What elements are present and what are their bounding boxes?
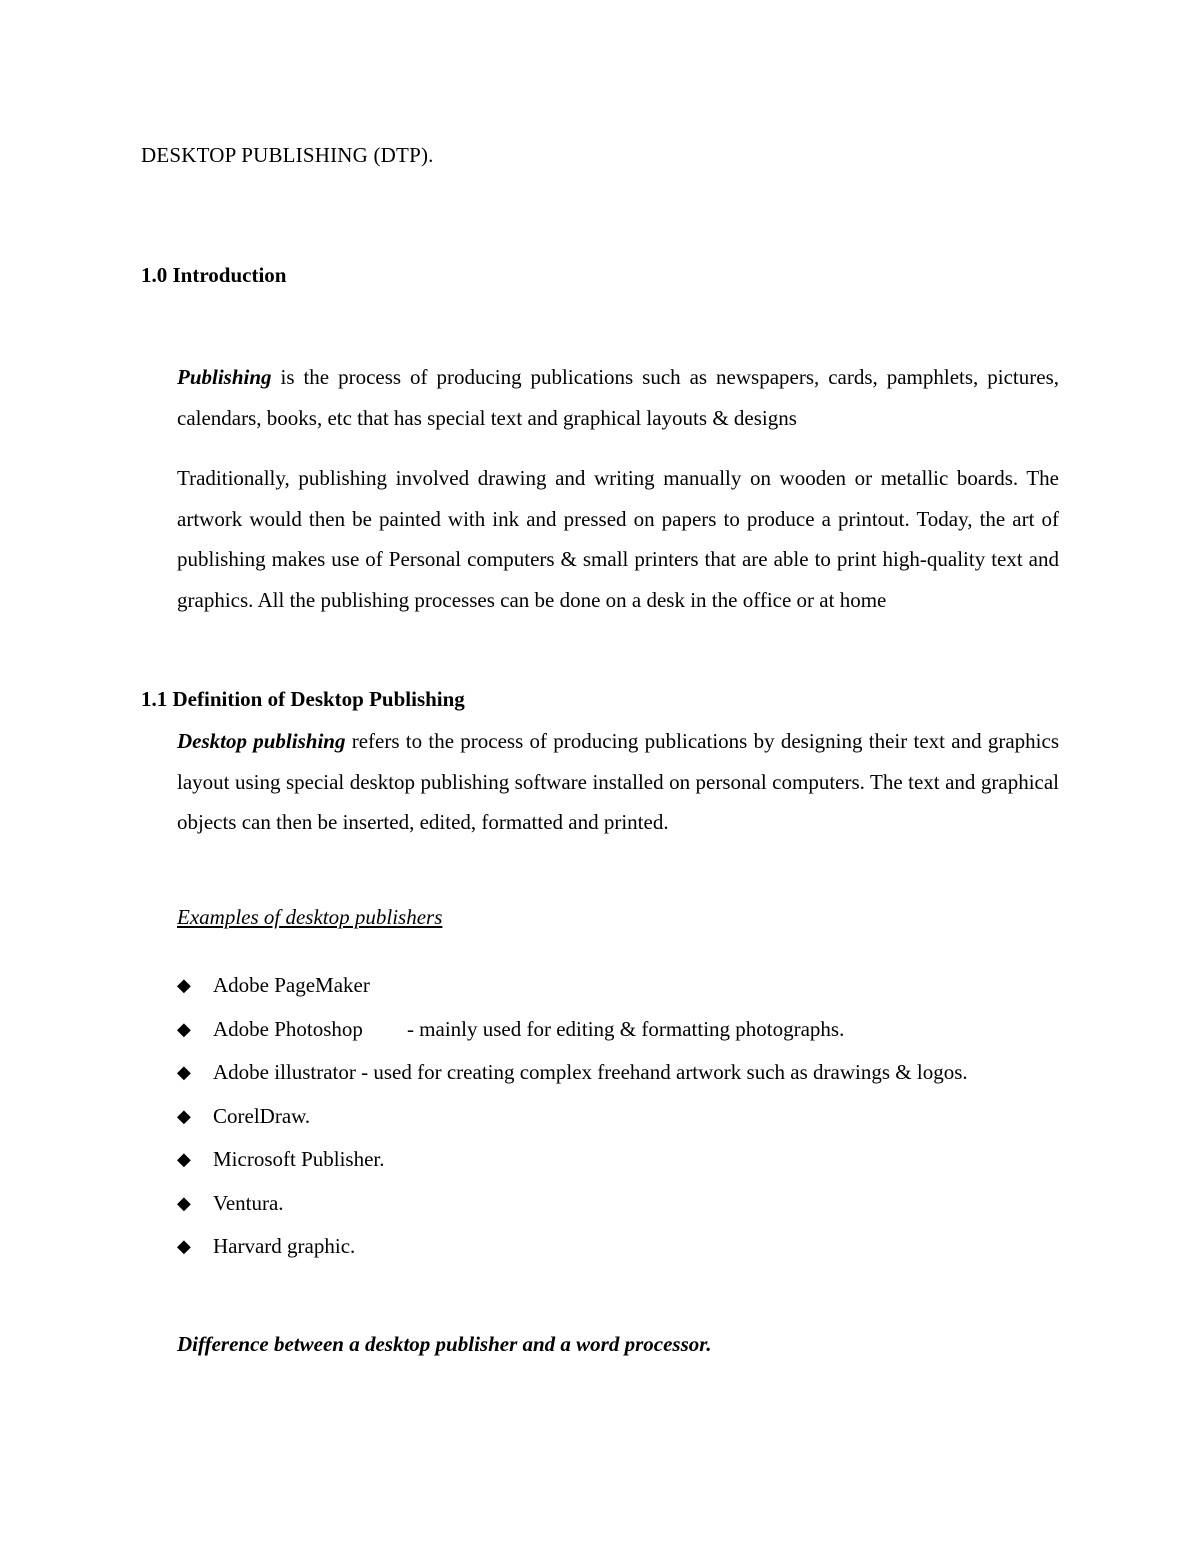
list-item	[177, 1139, 968, 1183]
diamond-bullet-icon: ◆	[177, 1105, 191, 1126]
list-item-name: Microsoft Publisher.	[213, 1147, 385, 1171]
term-desktop-publishing: Desktop publishing	[177, 729, 346, 753]
list-item-name: CorelDraw.	[213, 1103, 311, 1128]
list-item	[177, 1226, 968, 1270]
diamond-bullet-icon: ◆	[177, 1018, 191, 1039]
list-item	[177, 965, 968, 1009]
paragraph-desktop-publishing-definition	[177, 721, 1059, 843]
list-item-note: - mainly used for editing & formatting photographs.	[406, 1016, 845, 1041]
diamond-bullet-icon: ◆	[177, 1149, 191, 1169]
diamond-bullet-icon: ◆	[177, 1192, 191, 1213]
section-heading-introduction: 1.0 Introduction	[141, 263, 287, 287]
list-item	[177, 1052, 968, 1096]
paragraph-publishing-text: is the process of producing publications such as newspapers, cards, pamphlets, pictures, calendars, books, etc that has special text and graphical layouts & designs	[177, 365, 1059, 430]
list-item-name: Adobe Photoshop	[213, 1016, 363, 1041]
paragraph-traditional-publishing: Traditionally, publishing involved drawing and writing manually on wooden or metallic boards. The artwork would then be painted with ink and pressed on papers to produce a printout. Today, the art of publishing makes use of Personal computers & small printers that are able to print high-quality text and graphics. All the publishing processes can be done on a desk in the office or at home	[177, 466, 1059, 612]
paragraph-publishing-definition	[177, 357, 1059, 438]
term-publishing: Publishing	[177, 365, 272, 389]
document-title: DESKTOP PUBLISHING (DTP).	[141, 143, 434, 167]
examples-list	[177, 965, 968, 1270]
diamond-bullet-icon: ◆	[177, 975, 191, 995]
list-item	[177, 1009, 968, 1053]
difference-heading: Difference between a desktop publisher and a word processor.	[177, 1332, 712, 1356]
list-item-name: Adobe PageMaker	[213, 973, 370, 997]
list-item-name: Harvard graphic.	[213, 1234, 356, 1258]
list-item-name: Ventura.	[213, 1190, 284, 1215]
list-item-note: - used for creating complex freehand artwork such as drawings & logos.	[355, 1060, 968, 1084]
section-heading-definition: 1.1 Definition of Desktop Publishing	[141, 687, 465, 711]
list-item	[177, 1183, 968, 1227]
paragraph-desktop-publishing-text: refers to the process of producing publications by designing their text and graphics layout using special desktop publishing software installed on personal computers. The text and graphical objects can then be inserted, edited, formatted and printed.	[177, 729, 1059, 834]
list-item	[177, 1096, 968, 1140]
diamond-bullet-icon: ◆	[177, 1062, 191, 1082]
list-item-name: Adobe illustrator	[213, 1060, 356, 1084]
examples-heading: Examples of desktop publishers	[177, 905, 443, 929]
diamond-bullet-icon: ◆	[177, 1236, 191, 1256]
